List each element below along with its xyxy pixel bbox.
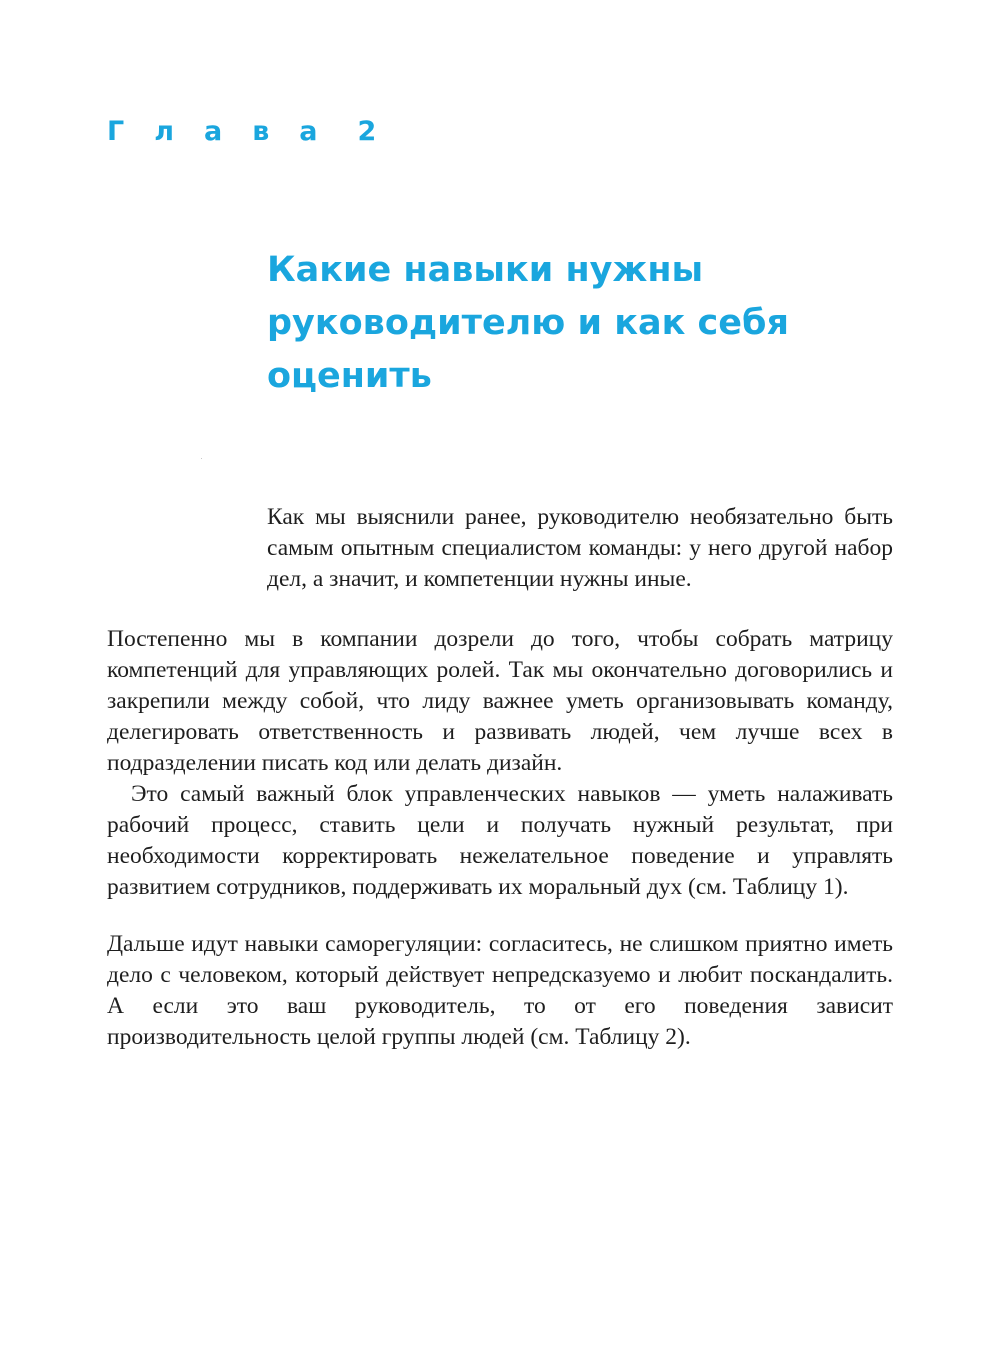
body-text-group bbox=[107, 929, 893, 1053]
stray-dot bbox=[201, 458, 202, 459]
chapter-word: Глава bbox=[107, 116, 348, 147]
body-paragraph: Постепенно мы в компании дозрели до того, чтобы собрать матрицу компетенций для управляющих ролей. Так мы окончательно договорились и закрепили между собой, что лиду важнее уметь организовывать команду, делегировать ответственность и развивать людей, чем лучше всех в подразделении писать код или делать дизайн. bbox=[107, 626, 893, 776]
lead-paragraph: Как мы выяснили ранее, руководителю необязательно быть самым опытным специалистом команды: у него другой набор дел, а значит, и компетенции нужны иные. bbox=[267, 504, 893, 592]
chapter-label bbox=[107, 118, 376, 145]
chapter-number: 2 bbox=[357, 116, 377, 147]
chapter-title: Какие навыки нужны руководителю и как себя оценить bbox=[267, 250, 789, 396]
body-paragraph: Дальше идут навыки саморегуляции: согласитесь, не слишком приятно иметь дело с человеком, который действует непредсказуемо и любит поскандалить. А если это ваш руководитель, то от его поведения зависит производительность целой группы людей (см. Таблицу 2). bbox=[107, 931, 893, 1050]
body-paragraph: Это самый важный блок управленческих навыков — уметь налаживать рабочий процесс, ставить цели и получать нужный результат, при необходимости корректировать нежелательное поведение и управлять развитием сотрудников, поддерживать их моральный дух (см. Таблицу 1). bbox=[107, 781, 893, 900]
body-text-group bbox=[107, 624, 893, 903]
